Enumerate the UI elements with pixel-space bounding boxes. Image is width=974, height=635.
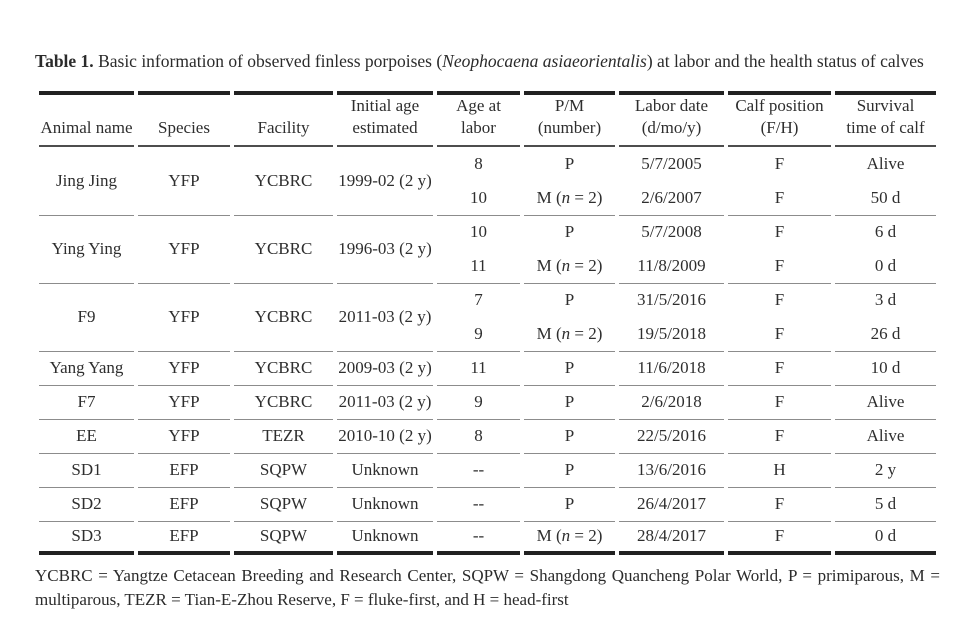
table-header bbox=[39, 91, 936, 147]
species-cell: YFP bbox=[138, 283, 230, 351]
column-header-labor-date: Labor date (d/mo/y) bbox=[619, 91, 724, 147]
pm-number-cell: P bbox=[524, 419, 615, 453]
labor-date-cell: 5/7/2005 bbox=[641, 153, 702, 173]
age-at-labor-cell: 11 bbox=[437, 351, 520, 385]
species-cell: EFP bbox=[138, 487, 230, 521]
calf-position-cell: F bbox=[728, 487, 831, 521]
survival-time-cell: 0 d bbox=[874, 255, 897, 275]
table-row bbox=[39, 487, 936, 521]
labor-date-cell: 11/8/2009 bbox=[637, 255, 706, 275]
animal-name-cell: F7 bbox=[39, 385, 134, 419]
initial-age-cell: Unknown bbox=[337, 487, 433, 521]
facility-cell: YCBRC bbox=[234, 351, 333, 385]
calf-position-cell: F bbox=[774, 187, 785, 207]
calf-position-cell: F bbox=[774, 323, 785, 343]
age-at-labor-cell: 8 bbox=[437, 419, 520, 453]
survival-time-cell: 2 y bbox=[835, 453, 936, 487]
pm-number-cell: P bbox=[524, 215, 615, 249]
column-header-age-at-labor: Age at labor bbox=[437, 91, 520, 147]
species-cell: YFP bbox=[168, 170, 200, 190]
survival-time-cell: Alive bbox=[835, 419, 936, 453]
pm-number-cell: M (n = 2) bbox=[536, 323, 603, 343]
pm-number-cell: M (n = 2) bbox=[536, 187, 603, 207]
animal-name-cell: SD3 bbox=[39, 521, 134, 555]
calf-position-cell: F bbox=[728, 351, 831, 385]
labor-date-cell: 26/4/2017 bbox=[619, 487, 724, 521]
table-row bbox=[39, 385, 936, 419]
pm-number-cell: P bbox=[564, 153, 575, 173]
facility-cell: YCBRC bbox=[234, 283, 333, 351]
facility-cell: TEZR bbox=[234, 419, 333, 453]
survival-time-cell: Alive bbox=[835, 385, 936, 419]
calf-position-cell: F bbox=[728, 283, 831, 317]
pm-number-cell: P bbox=[524, 487, 615, 521]
species-cell: YFP bbox=[138, 385, 230, 419]
pm-number-cell: P bbox=[524, 385, 615, 419]
table-row bbox=[39, 147, 936, 181]
pm-number-cell: P bbox=[524, 283, 615, 317]
labor-date-cell: 13/6/2016 bbox=[619, 453, 724, 487]
survival-time-cell: 3 d bbox=[835, 283, 936, 317]
table-row bbox=[39, 351, 936, 385]
column-header-survival-time: Survival time of calf bbox=[835, 91, 936, 147]
labor-date-cell: 28/4/2017 bbox=[619, 521, 724, 555]
age-at-labor-cell: -- bbox=[437, 521, 520, 555]
column-header-pm-number: P/M (number) bbox=[524, 91, 615, 147]
labor-date-cell: 5/7/2008 bbox=[619, 215, 724, 249]
calf-position-cell: F bbox=[728, 215, 831, 249]
initial-age-cell: Unknown bbox=[337, 521, 433, 555]
animal-name-cell: SD1 bbox=[39, 453, 134, 487]
facility-cell: YCBRC bbox=[234, 385, 333, 419]
calf-position-cell: F bbox=[774, 255, 785, 275]
column-header-animal-name: Animal name bbox=[39, 91, 134, 147]
table-body bbox=[39, 147, 936, 555]
column-header-calf-position: Calf position (F/H) bbox=[728, 91, 831, 147]
facility-cell: YCBRC bbox=[234, 215, 333, 283]
initial-age-cell: Unknown bbox=[337, 453, 433, 487]
animal-name-cell: SD2 bbox=[39, 487, 134, 521]
table-row bbox=[39, 419, 936, 453]
header-row bbox=[39, 91, 936, 147]
species-cell: YFP bbox=[138, 215, 230, 283]
calf-position-cell: F bbox=[774, 153, 785, 173]
survival-time-cell: 6 d bbox=[835, 215, 936, 249]
survival-time-cell: 26 d bbox=[870, 323, 901, 343]
animal-name-cell: F9 bbox=[39, 283, 134, 351]
labor-date-cell: 2/6/2007 bbox=[641, 187, 702, 207]
initial-age-cell: 2009-03 (2 y) bbox=[337, 351, 433, 385]
survival-time-cell: 50 d bbox=[870, 187, 901, 207]
data-table bbox=[35, 91, 940, 555]
pm-number-cell: P bbox=[524, 351, 615, 385]
initial-age-cell: 2011-03 (2 y) bbox=[337, 385, 433, 419]
calf-position-cell: F bbox=[728, 385, 831, 419]
initial-age-cell: 1999-02 (2 y) bbox=[338, 170, 432, 190]
labor-date-cell: 31/5/2016 bbox=[619, 283, 724, 317]
species-cell: EFP bbox=[138, 453, 230, 487]
survival-time-cell: 10 d bbox=[835, 351, 936, 385]
table-caption: Table 1. Basic information of observed finless porpoises (Neophocaena asiaeorientalis) at labor and the health status of calves bbox=[35, 50, 924, 71]
animal-name-cell: Jing Jing bbox=[56, 170, 117, 190]
animal-name-cell: EE bbox=[39, 419, 134, 453]
table-row bbox=[39, 521, 936, 555]
column-header-initial-age: Initial age estimated bbox=[337, 91, 433, 147]
labor-date-cell: 11/6/2018 bbox=[619, 351, 724, 385]
age-at-labor-cell: 10 bbox=[470, 187, 487, 207]
age-at-labor-cell: 11 bbox=[470, 255, 487, 275]
pm-number-cell: M (n = 2) bbox=[536, 255, 603, 275]
pm-number-cell: P bbox=[524, 453, 615, 487]
survival-time-cell: 0 d bbox=[835, 521, 936, 555]
initial-age-cell: 1996-03 (2 y) bbox=[337, 215, 433, 283]
table-row bbox=[39, 453, 936, 487]
animal-name-cell: Yang Yang bbox=[39, 351, 134, 385]
table-footnote: YCBRC = Yangtze Cetacean Breeding and Research Center, SQPW = Shangdong Quancheng Polar World, P = primiparous, M = multiparous, TEZR = Tian-E-Zhou Reserve, F = fluke-first, and H = head-first bbox=[35, 565, 940, 609]
facility-cell: YCBRC bbox=[254, 170, 313, 190]
species-cell: YFP bbox=[138, 419, 230, 453]
column-header-facility: Facility bbox=[234, 91, 333, 147]
animal-name-cell: Ying Ying bbox=[39, 215, 134, 283]
age-at-labor-cell: 8 bbox=[474, 153, 483, 173]
initial-age-cell: 2011-03 (2 y) bbox=[337, 283, 433, 351]
facility-cell: SQPW bbox=[234, 521, 333, 555]
survival-time-cell: 5 d bbox=[835, 487, 936, 521]
calf-position-cell: H bbox=[728, 453, 831, 487]
age-at-labor-cell: -- bbox=[437, 487, 520, 521]
calf-position-cell: F bbox=[728, 419, 831, 453]
column-header-species: Species bbox=[138, 91, 230, 147]
age-at-labor-cell: 9 bbox=[437, 385, 520, 419]
labor-date-cell: 19/5/2018 bbox=[637, 323, 706, 343]
species-cell: EFP bbox=[138, 521, 230, 555]
age-at-labor-cell: 9 bbox=[474, 323, 483, 343]
calf-position-cell: F bbox=[728, 521, 831, 555]
age-at-labor-cell: 10 bbox=[437, 215, 520, 249]
survival-time-cell: Alive bbox=[866, 153, 905, 173]
labor-date-cell: 2/6/2018 bbox=[619, 385, 724, 419]
age-at-labor-cell: -- bbox=[437, 453, 520, 487]
labor-date-cell: 22/5/2016 bbox=[619, 419, 724, 453]
facility-cell: SQPW bbox=[234, 487, 333, 521]
initial-age-cell: 2010-10 (2 y) bbox=[337, 419, 433, 453]
facility-cell: SQPW bbox=[234, 453, 333, 487]
table-row bbox=[39, 215, 936, 249]
age-at-labor-cell: 7 bbox=[437, 283, 520, 317]
table-row bbox=[39, 283, 936, 317]
pm-number-cell: M (n = 2) bbox=[524, 521, 615, 555]
species-cell: YFP bbox=[138, 351, 230, 385]
